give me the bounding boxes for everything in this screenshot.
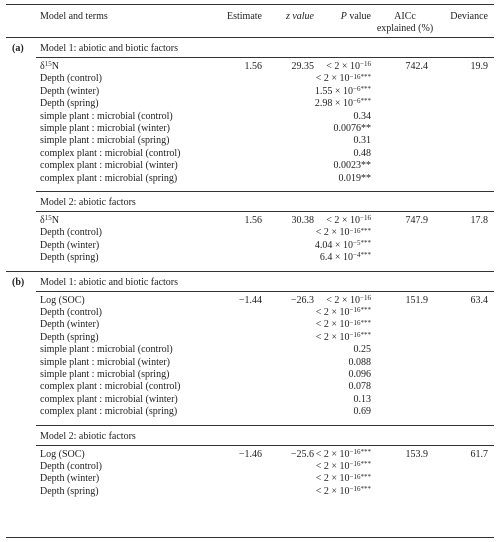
model-name: Model 1: abiotic and biotic factors [40,43,179,54]
term-text: Depth (control) [40,461,102,472]
estimate-cell: 1.56 [244,61,262,72]
term-cell [40,295,85,307]
header-aicc-line1: AICc [394,11,416,22]
p-value-text: < 2 × 10 [326,215,361,226]
term-text: Depth (winter) [40,319,100,331]
aicc-cell: 153.9 [405,448,428,460]
p-value-exponent: −16 [349,485,361,493]
table-top-rule [6,4,494,5]
term-cell [40,61,59,73]
p-value-text: < 2 × 10 [315,331,350,343]
p-value-exponent: −16 [349,318,361,327]
p-value-text: < 2 × 10 [315,485,350,497]
term-cell [40,344,173,356]
term-text: Log (SOC) [40,448,85,460]
term-text: complex plant : microbial (spring) [40,406,178,418]
p-value-stars: *** [360,460,371,469]
term-text: simple plant : microbial (winter) [40,123,170,134]
deviance-cell: 63.4 [470,294,488,306]
term-text: complex plant : microbial (winter) [40,160,178,172]
p-value-cell [300,394,371,406]
aicc-cell: 742.4 [405,61,428,72]
estimate-cell: 1.56 [244,215,262,226]
p-value-exponent: −16 [349,331,361,339]
term-cell [40,98,99,110]
z-value-cell: 30.38 [291,215,314,226]
p-value-stars: *** [360,447,371,456]
p-value-text: < 2 × 10 [315,319,350,331]
term-cell [40,449,85,461]
term-cell [40,227,102,239]
p-value-text: 6.4 × 10 [319,252,354,264]
term-text: complex plant : microbial (control) [40,381,181,393]
term-text: complex plant : microbial (control) [40,147,181,159]
model-rule [36,57,494,58]
p-value-cell [300,227,371,239]
term-text-after: N [51,215,59,226]
term-text: δ [40,215,45,226]
model-rule [36,291,494,292]
model-name: Model 1: abiotic and biotic factors [40,276,179,288]
term-cell [40,406,177,418]
term-cell [40,86,99,98]
p-value-cell [300,135,371,147]
header-aicc-line2: explained (%) [376,23,434,34]
term-text: simple plant : microbial (spring) [40,369,170,380]
aicc-cell: 151.9 [405,294,428,306]
p-value-exponent: −16 [360,60,371,69]
p-value-cell [300,111,371,123]
p-value-text: < 2 × 10 [326,61,361,72]
p-value-cell [300,252,371,264]
p-value-stars: *** [360,72,371,81]
model-name: Model 2: abiotic factors [40,430,136,442]
table-bottom-rule [6,537,494,538]
p-value-cell [300,449,371,461]
p-value-cell [300,86,371,98]
estimate-cell: −1.44 [238,294,262,306]
term-text: δ [40,61,45,72]
p-value-exponent: −6 [353,85,361,93]
model-rule [36,211,494,212]
p-value-text: 0.48 [353,147,371,159]
term-cell [40,123,170,135]
term-cell [40,215,59,227]
p-value-exponent: −16 [349,472,361,481]
model-rule [36,445,494,446]
term-text: Depth (control) [40,227,102,239]
p-value-cell [300,98,371,110]
term-cell [40,73,102,85]
p-value-exponent: −16 [360,214,371,223]
p-value-exponent: −6 [353,97,361,106]
p-value-text: 0.096 [348,369,371,380]
term-text: Depth (winter) [40,85,100,97]
p-value-cell [300,486,371,498]
term-text: Depth (spring) [40,252,99,264]
term-text: Depth (winter) [40,473,100,485]
term-cell [40,173,177,185]
term-superscript: 15 [44,214,52,223]
p-value-text: 0.34 [353,110,371,122]
term-cell [40,486,99,498]
z-value-cell: 29.35 [291,61,314,72]
p-value-text: 0.078 [348,381,371,393]
p-value-text: 2.98 × 10 [314,98,354,110]
aicc-cell: 747.9 [405,215,428,226]
header-deviance: Deviance [450,11,488,22]
p-value-text: < 2 × 10 [315,73,350,85]
term-cell [40,160,178,172]
header-z-value: z value [285,11,314,22]
p-value-text: 0.019** [338,172,371,184]
p-value-stars: *** [360,239,371,247]
p-value-stars: *** [360,306,371,315]
term-cell [40,111,173,123]
p-value-cell [300,332,371,344]
deviance-cell: 17.8 [470,215,488,226]
model-name: Model 2: abiotic factors [40,197,136,208]
z-value-cell: −26.3 [290,294,314,306]
model-rule [36,191,494,192]
term-cell [40,381,181,393]
p-value-cell [300,357,371,369]
term-text: complex plant : microbial (spring) [40,172,178,184]
term-text: simple plant : microbial (spring) [40,135,170,147]
p-value-cell [300,61,371,73]
p-value-exponent: −16 [349,72,361,81]
p-value-stars: *** [360,251,371,260]
estimate-cell: −1.46 [238,448,262,460]
p-value-text: 0.0023** [333,160,371,172]
p-value-text: 4.04 × 10 [314,239,354,251]
header-bottom-rule [6,37,494,38]
p-value-cell [300,173,371,185]
p-value-text: < 2 × 10 [315,448,350,460]
term-text: Depth (spring) [40,485,99,497]
p-value-cell [300,319,371,331]
p-value-exponent: −16 [349,447,361,456]
term-text: simple plant : microbial (control) [40,344,173,356]
p-value-stars: *** [360,472,371,481]
term-text: complex plant : microbial (winter) [40,393,178,405]
term-text: Depth (winter) [40,239,100,251]
deviance-cell: 61.7 [470,448,488,460]
p-value-cell [300,73,371,85]
p-value-cell [300,295,371,307]
term-cell [40,332,99,344]
p-value-text: 0.69 [353,406,371,418]
term-text: Depth (control) [40,73,102,85]
p-value-exponent: −16 [349,226,361,235]
p-value-cell [300,148,371,160]
p-value-stars: *** [360,226,371,235]
section-rule [6,271,494,272]
p-value-cell [300,344,371,356]
term-cell [40,252,99,264]
term-cell [40,357,170,369]
term-cell [40,461,102,473]
p-value-cell [300,307,371,319]
p-value-cell [300,381,371,393]
p-value-exponent: −16 [349,306,361,315]
p-value-cell [300,473,371,485]
p-value-stars: *** [360,97,371,106]
term-cell [40,240,99,252]
p-value-text: 0.0076** [333,123,371,134]
p-value-text: < 2 × 10 [315,307,350,318]
z-value-cell: −25.6 [290,448,314,460]
p-value-cell [300,215,371,227]
header-model-terms: Model and terms [40,11,108,22]
p-value-exponent: −5 [353,239,361,247]
p-value-stars: *** [360,485,371,493]
p-value-text: < 2 × 10 [315,227,350,239]
header-estimate: Estimate [227,11,262,22]
header-p-value: P value [340,11,371,22]
term-text: Depth (control) [40,307,102,318]
p-value-text: 0.25 [353,344,371,356]
term-cell [40,394,178,406]
term-text: simple plant : microbial (control) [40,110,173,122]
term-text: Log (SOC) [40,294,85,306]
term-text: Depth (spring) [40,98,99,110]
p-value-text: < 2 × 10 [315,473,350,485]
term-cell [40,148,181,160]
p-value-cell [300,160,371,172]
p-value-stars: *** [360,85,371,93]
p-value-cell [300,406,371,418]
section-label: (a) [12,43,24,54]
p-value-cell [300,369,371,381]
p-value-cell [300,461,371,473]
term-superscript: 15 [44,60,52,69]
p-value-text: 0.13 [353,393,371,405]
term-cell [40,319,99,331]
p-value-cell [300,240,371,252]
term-cell [40,135,169,147]
p-value-exponent: −16 [349,460,361,469]
p-value-exponent: −16 [360,293,371,302]
term-text: simple plant : microbial (winter) [40,356,170,368]
p-value-cell [300,123,371,135]
p-value-text: 1.55 × 10 [314,85,354,97]
term-cell [40,369,169,381]
p-value-text: 0.31 [353,135,371,147]
p-value-text: 0.088 [348,356,371,368]
section-label: (b) [12,276,25,288]
term-text-after: N [51,61,59,72]
p-value-text: < 2 × 10 [315,461,350,472]
p-value-stars: *** [360,318,371,327]
term-cell [40,307,102,319]
p-value-exponent: −4 [353,251,361,260]
p-value-stars: *** [360,331,371,339]
deviance-cell: 19.9 [470,61,488,72]
term-text: Depth (spring) [40,331,99,343]
model-rule [36,425,494,426]
p-value-text: < 2 × 10 [326,294,361,306]
term-cell [40,473,99,485]
